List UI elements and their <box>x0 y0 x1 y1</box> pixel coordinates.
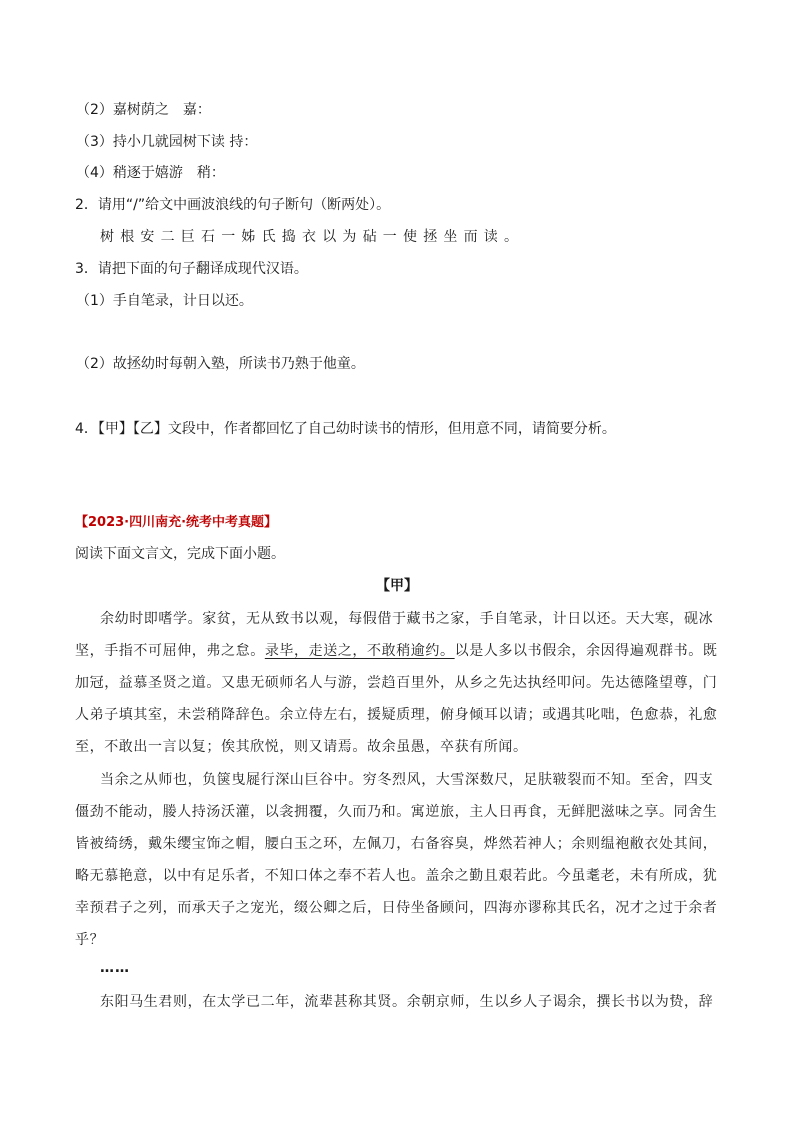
passage-line: 余幼时即嗜学。家贫，无从致书以观，每假借于藏书之家，手自笔录，计日以还。天大寒，砚冰 <box>100 611 714 627</box>
question-3-1: （1）手自笔录，计日以还。 <box>76 293 253 309</box>
passage-line: 人弟子填其室，未尝稍降辞色。余立侍左右，援疑质理，俯身倾耳以请；或遇其叱咄，色愈恭，礼愈 <box>75 707 718 723</box>
question-1-3: （3）持小几就园树下读 持： <box>76 134 258 150</box>
question-3-prompt: 3．请把下面的句子翻译成现代汉语。 <box>75 261 308 277</box>
passage-line: 幸预君子之列，而承天子之宠光，缀公卿之后，日侍坐备顾问，四海亦谬称其氏名，况才之过于余者 <box>75 900 718 916</box>
passage-line: 僵劲不能动，媵人持汤沃灌，以衾拥覆，久而乃和。寓逆旅，主人日再食，无鲜肥滋味之享。同舍生 <box>75 804 718 820</box>
question-1-4: （4）稍逐于嬉游 稍： <box>76 165 225 181</box>
section-instruction: 阅读下面文言文，完成下面小题。 <box>75 546 285 562</box>
passage-line: 至，不敢出一言以复；俟其欣悦，则又请焉。故余虽愚，卒获有所闻。 <box>75 739 528 755</box>
section-source-tag: 【2023·四川南充·统考中考真题】 <box>75 515 278 530</box>
passage-line: 东阳马生君则，在太学已二年，流辈甚称其贤。余朝京师，生以乡人子谒余，撰长书以为贽，辞 <box>100 994 714 1010</box>
question-3-2: （2）故拯幼时每朝入塾，所读书乃熟于他童。 <box>76 356 365 372</box>
question-4-prompt: 4．【甲】【乙】文段中，作者都回忆了自己幼时读书的情形，但用意不同，请简要分析。 <box>75 421 616 437</box>
passage-line: 皆被绮绣，戴朱缨宝饰之帽，腰白玉之环，左佩刀，右备容臭，烨然若神人；余则缊袍敝衣处其间， <box>75 836 718 852</box>
question-1-2: （2）嘉树荫之 嘉： <box>76 102 211 118</box>
passage-text: 以是人多以书假余，余因得遍观群书。既 <box>454 643 718 659</box>
passage-line: 加冠，益慕圣贤之道。又患无硕师名人与游，尝趋百里外，从乡之先达执经叩问。先达德隆望尊，门 <box>75 675 718 691</box>
passage-line: 当余之从师也，负箧曳屣行深山巨谷中。穷冬烈风，大雪深数尺，足肤皲裂而不知。至舍，四支 <box>100 772 714 788</box>
passage-line <box>75 641 717 661</box>
passage-subtitle: 【甲】 <box>376 578 418 594</box>
underlined-sentence: 录毕，走送之，不敢稍逾约。 <box>264 643 455 659</box>
passage-line: 乎？ <box>75 932 105 948</box>
question-2-prompt: 2．请用“/”给文中画波浪线的句子断句（断两处）。 <box>75 197 391 213</box>
passage-text: 坚，手指不可屈伸，弗之怠。 <box>75 643 265 659</box>
passage-line: 略无慕艳意，以中有足乐者，不知口体之奉不若人也。盖余之勤且艰若此。今虽耄老，未有所成，犹 <box>75 868 718 884</box>
question-2-sentence: 树根安二巨石一姊氏捣衣以为砧一使拯坐而读。 <box>100 229 525 245</box>
ellipsis: …… <box>100 960 130 976</box>
